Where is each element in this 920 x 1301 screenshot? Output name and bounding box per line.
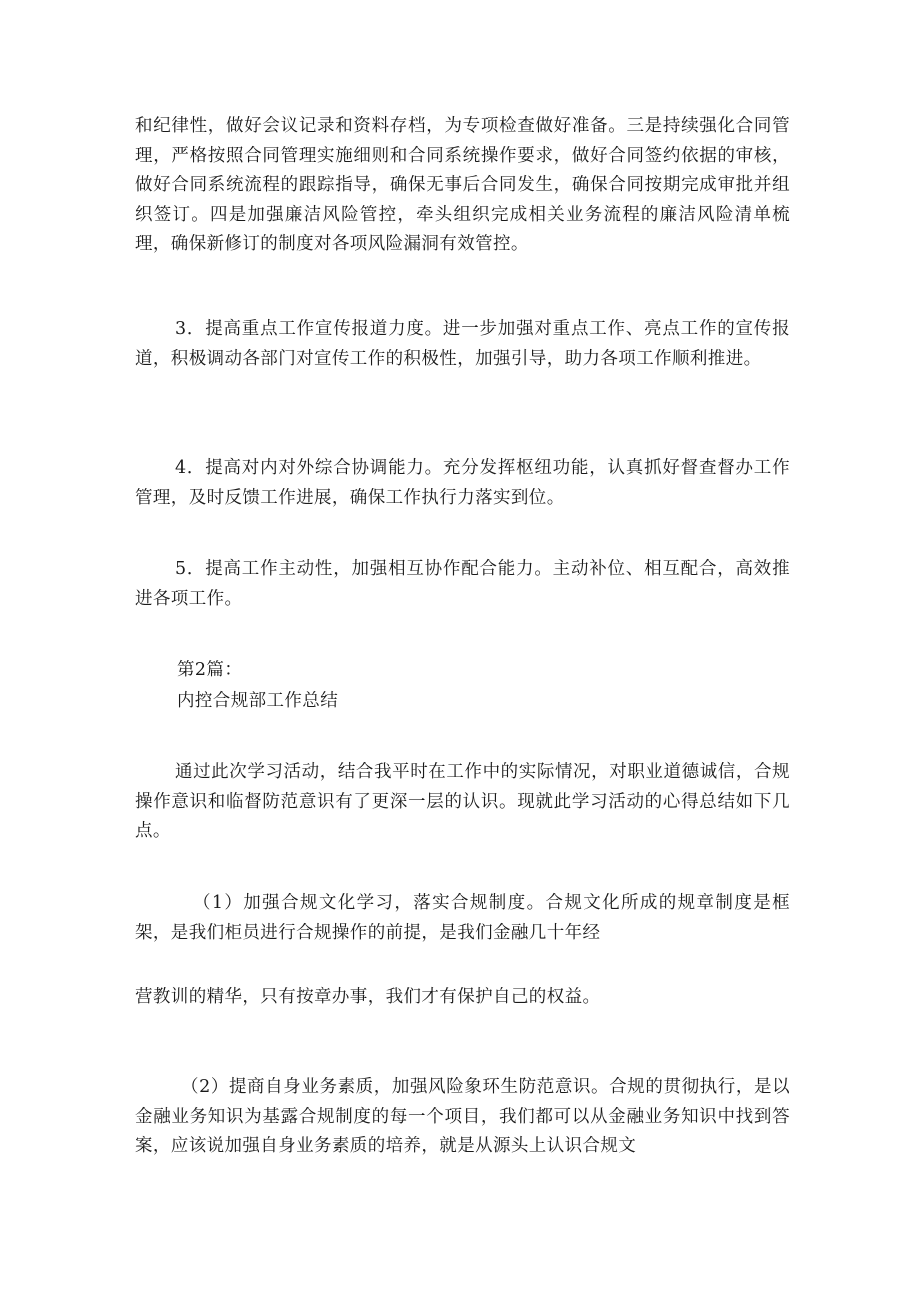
section-title: 内控合规部工作总结 [177,691,339,711]
paragraph-point-1: （1）加强合规文化学习，落实合规制度。合规文化所成的规章制度是框架，是我们柜员进行合规操作的前提，是我们金融几十年经 [135,893,790,943]
paragraph-item-3: 3．提高重点工作宣传报道力度。进一步加强对重点工作、亮点工作的宣传报道，积极调动各部门对宣传工作的积极性，加强引导，助力各项工作顺利推进。 [135,319,790,369]
paragraph-item-4: 4．提高对内对外综合协调能力。充分发挥枢纽功能，认真抓好督查督办工作管理，及时反馈工作进展，确保工作执行力落实到位。 [135,458,790,508]
paragraph-item-5: 5．提高工作主动性，加强相互协作配合能力。主动补位、相互配合，高效推进各项工作。 [135,559,790,609]
paragraph-point-1-continued: 营教训的精华，只有按章办事，我们才有保护自己的权益。 [135,987,601,1007]
paragraph-point-2: （2）提商自身业务素质，加强风险象环生防范意识。合规的贯彻执行，是以金融业务知识为基露合规制度的每一个项目，我们都可以从金融业务知识中找到答案，应该说加强自身业务素质的培养，就是从源头上认识合规文 [135,1077,790,1157]
paragraph-contract-management: 和纪律性，做好会议记录和资料存档，为专项检查做好准备。三是持续强化合同管理，严格按照合同管理实施细则和合同系统操作要求，做好合同签约依据的审核，做好合同系统流程的跟踪指导，确保无事后合同发生，确保合同按期完成审批并组织签订。四是加强廉洁风险管控，牵头组织完成相关业务流程的廉洁风险清单梳理，确保新修订的制度对各项风险漏洞有效管控。 [135,116,790,255]
paragraph-intro: 通过此次学习活动，结合我平时在工作中的实际情况，对职业道德诚信，合规操作意识和临督防范意识有了更深一层的认识。现就此学习活动的心得总结如下几点。 [135,762,790,842]
section-label: 第2篇： [177,660,243,680]
